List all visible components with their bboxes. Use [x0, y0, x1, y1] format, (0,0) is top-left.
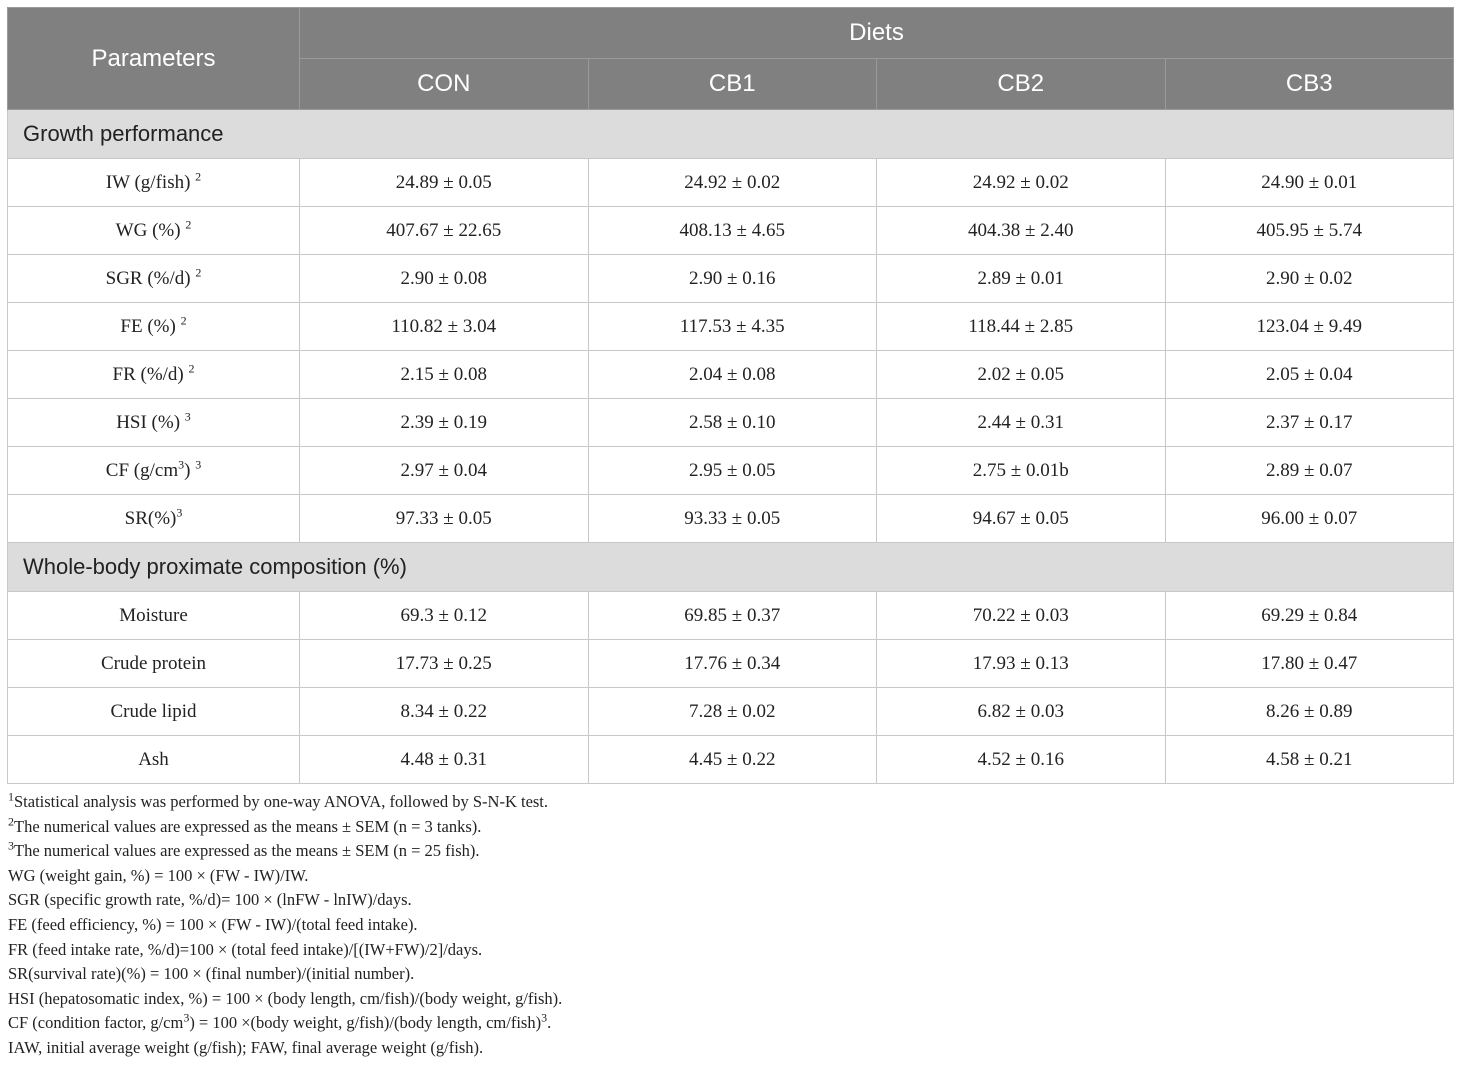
footnote-text: . — [547, 1013, 552, 1033]
row-label: FR (%/d) — [112, 363, 184, 385]
footnote-text: Statistical analysis was performed by one-way ANOVA, followed by S-N-K test. — [14, 792, 549, 811]
value-cell: 24.89 ± 0.05 — [300, 159, 589, 207]
value-cell: 2.95 ± 0.05 — [588, 447, 877, 495]
value-cell: 70.22 ± 0.03 — [877, 592, 1166, 640]
footnote-marker: 2 — [195, 169, 202, 184]
footnote — [8, 815, 1453, 840]
value-cell: 4.48 ± 0.31 — [300, 736, 589, 784]
row-label: Ash — [138, 748, 169, 770]
row-label: IW (g/fish) — [105, 171, 191, 193]
row-label: Crude lipid — [110, 700, 197, 722]
footnote — [8, 1011, 1453, 1036]
table-row — [8, 688, 1454, 736]
value-cell: 96.00 ± 0.07 — [1165, 495, 1454, 543]
table-row — [8, 303, 1454, 351]
footnote-text: ) = 100 ×(body weight, g/fish)/(body length, cm/fish) — [189, 1013, 542, 1033]
table-row — [8, 640, 1454, 688]
footnote — [8, 1036, 1453, 1061]
table-row — [8, 736, 1454, 784]
table-row — [8, 351, 1454, 399]
row-label: Crude protein — [100, 652, 206, 674]
parameters-header: Parameters — [8, 8, 300, 110]
section-row — [8, 110, 1454, 159]
footnote-text: HSI (hepatosomatic index, %) = 100 × (body length, cm/fish)/(body weight, g/fish). — [8, 988, 563, 1008]
diets-header: Diets — [300, 8, 1454, 59]
column-header-con: CON — [300, 59, 589, 110]
value-cell: 118.44 ± 2.85 — [877, 303, 1166, 351]
row-label: WG (%) — [115, 219, 181, 241]
footnote — [8, 913, 1453, 938]
row-label-cell — [8, 592, 300, 640]
value-cell: 17.93 ± 0.13 — [877, 640, 1166, 688]
footnote-superscript: 3 — [541, 1010, 548, 1025]
value-cell: 2.97 ± 0.04 — [300, 447, 589, 495]
footnote — [8, 864, 1453, 889]
value-cell: 117.53 ± 4.35 — [588, 303, 877, 351]
footnote-text: WG (weight gain, %) = 100 × (FW - IW)/IW. — [8, 865, 309, 885]
footnote-marker: 2 — [185, 217, 192, 232]
value-cell: 2.44 ± 0.31 — [877, 399, 1166, 447]
value-cell: 2.37 ± 0.17 — [1165, 399, 1454, 447]
value-cell: 4.45 ± 0.22 — [588, 736, 877, 784]
row-label-cell — [8, 688, 300, 736]
value-cell: 2.15 ± 0.08 — [300, 351, 589, 399]
footnote — [8, 790, 1453, 815]
footnote-marker: 2 — [195, 265, 202, 280]
footnote-number: 2 — [8, 814, 14, 829]
column-header-cb2: CB2 — [877, 59, 1166, 110]
value-cell: 17.80 ± 0.47 — [1165, 640, 1454, 688]
value-cell: 24.90 ± 0.01 — [1165, 159, 1454, 207]
value-cell: 4.58 ± 0.21 — [1165, 736, 1454, 784]
row-label: Moisture — [119, 604, 188, 626]
value-cell: 17.73 ± 0.25 — [300, 640, 589, 688]
value-cell: 404.38 ± 2.40 — [877, 207, 1166, 255]
footnote-superscript: 3 — [183, 1010, 190, 1025]
row-label: CF (g/cm — [105, 459, 179, 481]
row-label: SR(%) — [124, 507, 177, 529]
column-header-cb1: CB1 — [588, 59, 877, 110]
table-row — [8, 447, 1454, 495]
value-cell: 8.34 ± 0.22 — [300, 688, 589, 736]
value-cell: 24.92 ± 0.02 — [877, 159, 1166, 207]
footnote-text: SR(survival rate)(%) = 100 × (final number)/(initial number). — [8, 964, 415, 984]
table-row — [8, 159, 1454, 207]
column-header-cb3: CB3 — [1165, 59, 1454, 110]
table-row — [8, 399, 1454, 447]
table-footnotes — [7, 790, 1453, 1061]
value-cell: 69.85 ± 0.37 — [588, 592, 877, 640]
label-superscript: 3 — [178, 457, 185, 472]
row-label-cell — [8, 159, 300, 207]
value-cell: 7.28 ± 0.02 — [588, 688, 877, 736]
value-cell: 2.90 ± 0.08 — [300, 255, 589, 303]
value-cell: 408.13 ± 4.65 — [588, 207, 877, 255]
footnote-number: 3 — [8, 838, 14, 853]
row-label-cell — [8, 399, 300, 447]
row-label-cell — [8, 303, 300, 351]
row-label-cell — [8, 351, 300, 399]
footnote-text: CF (condition factor, g/cm — [8, 1013, 184, 1033]
footnote-marker: 3 — [195, 457, 202, 472]
value-cell: 2.02 ± 0.05 — [877, 351, 1166, 399]
footnote-text: The numerical values are expressed as the means ± SEM (n = 25 fish). — [14, 841, 480, 861]
section-row — [8, 543, 1454, 592]
footnote-marker: 2 — [180, 313, 187, 328]
section-title: Whole-body proximate composition (%) — [8, 543, 1454, 592]
section-title: Growth performance — [8, 110, 1454, 159]
footnote-number: 1 — [8, 789, 14, 804]
value-cell: 4.52 ± 0.16 — [877, 736, 1166, 784]
row-label: FE (%) — [120, 315, 176, 337]
row-label-end: ) — [184, 459, 191, 481]
row-label-cell — [8, 255, 300, 303]
table-row — [8, 255, 1454, 303]
footnote — [8, 888, 1453, 913]
row-label-cell — [8, 447, 300, 495]
footnote-text: The numerical values are expressed as the means ± SEM (n = 3 tanks). — [14, 816, 482, 836]
footnote-marker: 3 — [184, 409, 191, 424]
footnote-marker: 2 — [188, 361, 195, 376]
data-table — [7, 7, 1454, 784]
value-cell: 69.3 ± 0.12 — [300, 592, 589, 640]
table-row — [8, 592, 1454, 640]
footnote — [8, 962, 1453, 987]
value-cell: 110.82 ± 3.04 — [300, 303, 589, 351]
value-cell: 93.33 ± 0.05 — [588, 495, 877, 543]
value-cell: 123.04 ± 9.49 — [1165, 303, 1454, 351]
table-header — [8, 8, 1454, 110]
table-row — [8, 207, 1454, 255]
footnote-marker: 3 — [176, 505, 183, 520]
value-cell: 2.89 ± 0.01 — [877, 255, 1166, 303]
row-label: HSI (%) — [116, 411, 181, 433]
footnote-text: IAW, initial average weight (g/fish); FAW, final average weight (g/fish). — [8, 1037, 484, 1057]
value-cell: 2.58 ± 0.10 — [588, 399, 877, 447]
value-cell: 2.39 ± 0.19 — [300, 399, 589, 447]
value-cell: 8.26 ± 0.89 — [1165, 688, 1454, 736]
footnote — [8, 987, 1453, 1012]
footnote-text: SGR (specific growth rate, %/d)= 100 × (lnFW - lnIW)/days. — [8, 890, 412, 910]
value-cell: 2.89 ± 0.07 — [1165, 447, 1454, 495]
value-cell: 2.90 ± 0.02 — [1165, 255, 1454, 303]
value-cell: 17.76 ± 0.34 — [588, 640, 877, 688]
footnote — [8, 839, 1453, 864]
footnote — [8, 938, 1453, 963]
value-cell: 2.05 ± 0.04 — [1165, 351, 1454, 399]
table-row — [8, 495, 1454, 543]
footnote-text: FE (feed efficiency, %) = 100 × (FW - IW)/(total feed intake). — [8, 914, 418, 934]
value-cell: 2.75 ± 0.01b — [877, 447, 1166, 495]
table-container — [7, 7, 1453, 1061]
footnote-text: FR (feed intake rate, %/d)=100 × (total feed intake)/[(IW+FW)/2]/days. — [8, 939, 483, 959]
row-label-cell — [8, 736, 300, 784]
row-label-cell — [8, 640, 300, 688]
value-cell: 405.95 ± 5.74 — [1165, 207, 1454, 255]
value-cell: 97.33 ± 0.05 — [300, 495, 589, 543]
value-cell: 94.67 ± 0.05 — [877, 495, 1166, 543]
value-cell: 2.90 ± 0.16 — [588, 255, 877, 303]
value-cell: 6.82 ± 0.03 — [877, 688, 1166, 736]
table-body — [8, 110, 1454, 784]
value-cell: 69.29 ± 0.84 — [1165, 592, 1454, 640]
value-cell: 24.92 ± 0.02 — [588, 159, 877, 207]
row-label-cell — [8, 207, 300, 255]
row-label-cell — [8, 495, 300, 543]
value-cell: 407.67 ± 22.65 — [300, 207, 589, 255]
row-label: SGR (%/d) — [105, 267, 191, 289]
value-cell: 2.04 ± 0.08 — [588, 351, 877, 399]
